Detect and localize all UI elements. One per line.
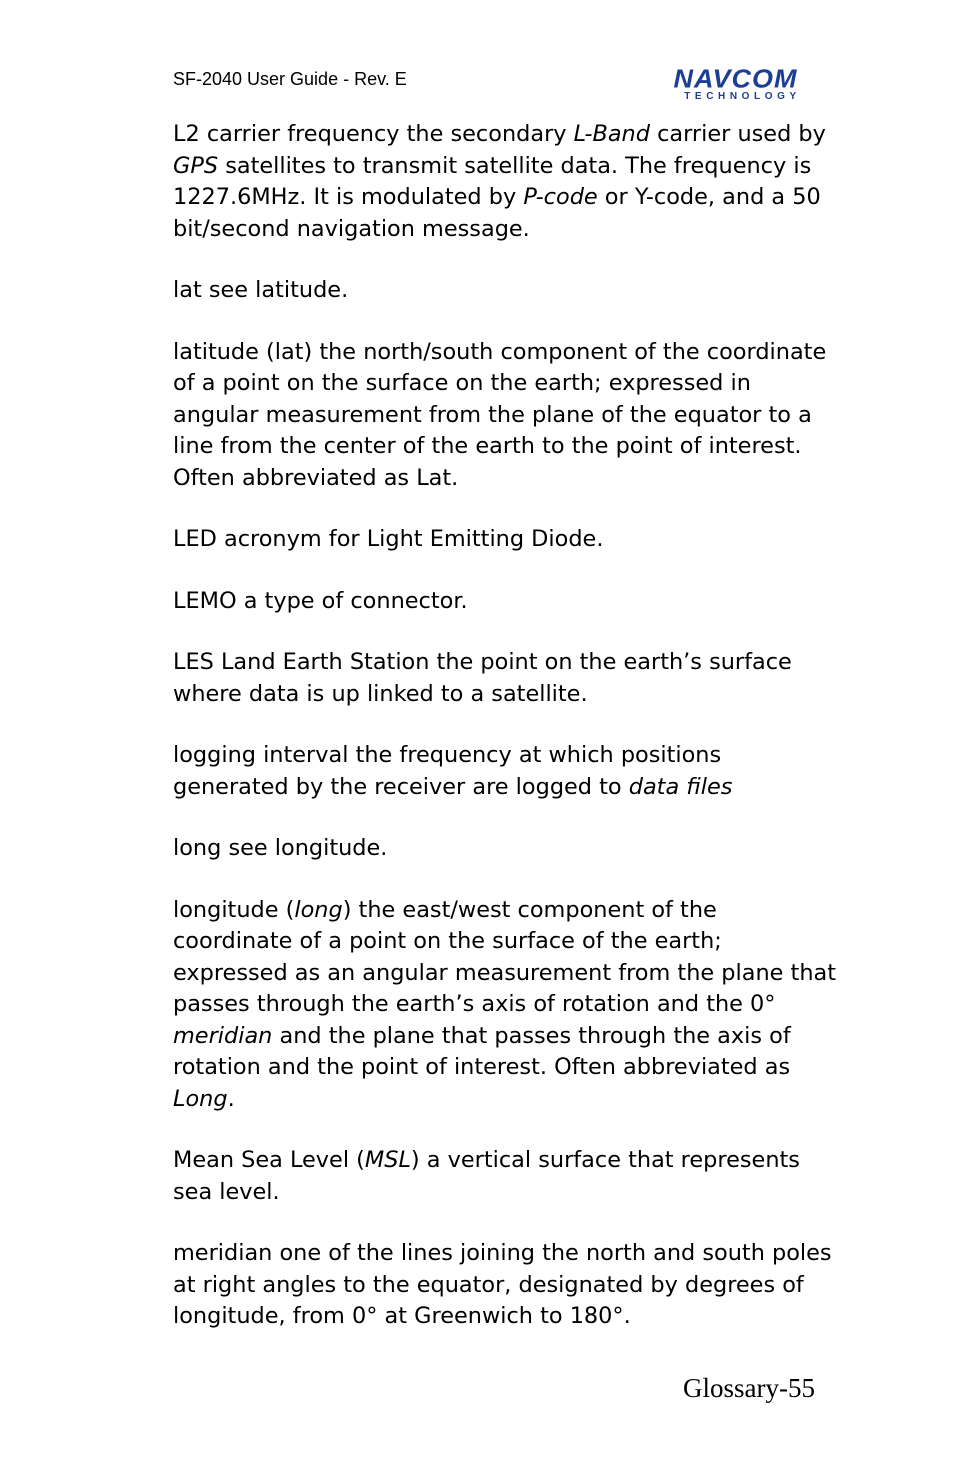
cross-reference: meridian (173, 1022, 273, 1049)
definition-text: carrier used by (649, 121, 826, 147)
glossary-content (173, 119, 838, 1363)
cross-reference: L-Band (573, 121, 650, 147)
glossary-entry-mean-sea-level (173, 1145, 838, 1208)
definition-text: see latitude. (201, 277, 349, 303)
glossary-term: LEMO (173, 587, 237, 614)
definition-text: and the plane that passes through the axis of rotation and the point of interest. Often abbreviated as (173, 1022, 791, 1080)
definition-text: a type of connector. (236, 587, 468, 614)
navcom-logo (643, 66, 828, 100)
cross-reference: Long (173, 1085, 228, 1112)
glossary-term: logging interval (173, 742, 349, 768)
glossary-term: meridian (173, 1240, 273, 1266)
term-text: longitude ( (173, 896, 295, 923)
definition-text: satellites to transmit satellite data. The frequency is 1227.6MHz. It is modulated by (173, 152, 812, 210)
cross-reference: GPS (173, 152, 219, 179)
definition-text: the secondary (399, 121, 574, 147)
glossary-term (173, 897, 351, 923)
glossary-entry-lemo (173, 586, 838, 618)
glossary-term (173, 1147, 420, 1173)
definition-text: or Y-code, and a 50 bit/second navigation message. (173, 184, 821, 242)
definition-text: the east/west component of the coordinate of a point on the surface of the earth; expressed as an angular measurement from the plane that passes through the earth’s axis of rotation and the 0° (173, 896, 837, 1017)
glossary-term: L2 carrier frequency (173, 121, 400, 147)
definition-text: one of the lines joining the north and south poles at right angles to the equator, designated by degrees of longitude, from 0° at Greenwich to 180°. (173, 1240, 832, 1329)
glossary-entry-l2-carrier-frequency (173, 119, 838, 245)
definition-text: see longitude. (221, 835, 388, 861)
document-header-title: SF-2040 User Guide - Rev. E (173, 69, 407, 89)
glossary-entry-long (173, 833, 838, 865)
glossary-entry-meridian (173, 1238, 838, 1333)
glossary-entry-lat (173, 275, 838, 307)
glossary-term: latitude (lat) (173, 338, 313, 365)
definition-text: the frequency at which positions generated by the receiver are logged to (173, 742, 722, 800)
definition-text: the north/south component of the coordinate of a point on the surface on the earth; expressed in angular measurement from the plane of the equator to a line from the center of the earth to the point of interest. Often abbreviated as Lat. (173, 338, 827, 491)
glossary-term: lat (173, 277, 202, 303)
glossary-entry-les (173, 647, 838, 710)
logo-sub-text: TECHNOLOGY (684, 91, 801, 102)
glossary-entry-led (173, 524, 838, 556)
term-italic-text: long (294, 896, 343, 923)
glossary-entry-longitude (173, 895, 838, 1116)
page-number: Glossary-55 (683, 1373, 815, 1403)
cross-reference: P-code (523, 184, 598, 210)
term-text: ) (342, 896, 352, 923)
definition-text: the point on the earth’s surface where data is up linked to a satellite. (173, 649, 792, 707)
glossary-term: LED (173, 526, 217, 552)
term-text: ) (410, 1147, 420, 1173)
glossary-term: LES Land Earth Station (173, 649, 430, 675)
logo-main-text: NAVCOM (673, 64, 798, 94)
glossary-entry-logging-interval (173, 740, 838, 803)
definition-text: . (227, 1085, 235, 1112)
glossary-term: long (173, 835, 222, 861)
term-italic-text: MSL (364, 1147, 411, 1173)
definition-text: acronym for Light Emitting Diode. (216, 526, 604, 552)
definition-text: a vertical surface that represents sea level. (173, 1147, 800, 1205)
cross-reference: data files (628, 773, 733, 800)
glossary-entry-latitude (173, 337, 838, 495)
term-text: Mean Sea Level ( (173, 1147, 365, 1173)
